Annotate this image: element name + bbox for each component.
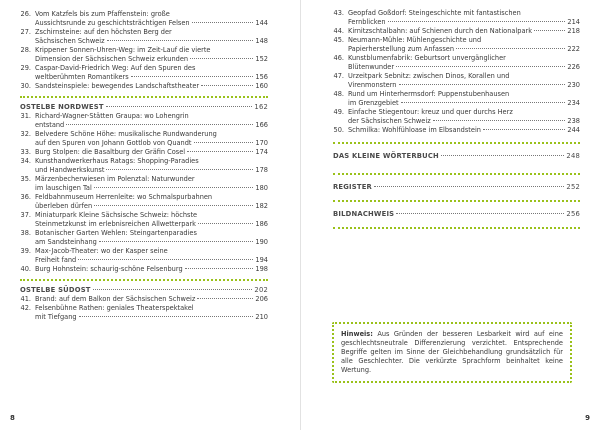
entry-text	[348, 90, 580, 108]
entry-number: 33.	[20, 148, 31, 156]
entry-line	[35, 175, 268, 184]
entry-line-text: Einfache Stiegentour: kreuz und quer durchs Herz	[348, 108, 513, 116]
toc-entry[interactable]	[20, 64, 268, 82]
section-bildnachweis[interactable]	[333, 210, 580, 219]
dot-leader	[187, 151, 253, 152]
entry-line-text: Caspar-David-Friedrich Weg: Auf den Spuren des	[35, 64, 196, 72]
entry-line-text: Sächsischen Schweiz	[35, 37, 105, 45]
entry-line-text: Neumann-Mühle: Mühlengeschichte und	[348, 36, 482, 44]
entry-page: 214	[567, 18, 580, 26]
section-title: REGISTER	[333, 183, 372, 191]
entry-line-text: Freiheit fand	[35, 256, 77, 264]
entry-line-text: Zschirnsteine: auf den höchsten Berg der	[35, 28, 172, 36]
entry-line	[35, 157, 268, 166]
entry-text	[348, 9, 580, 27]
section-title: BILDNACHWEIS	[333, 210, 395, 218]
dot-leader	[396, 213, 564, 214]
entry-line	[348, 81, 580, 90]
entry-page: 226	[567, 63, 580, 71]
section-woerterbuch[interactable]	[333, 152, 580, 161]
entry-page: 178	[255, 166, 268, 174]
entry-line-text: am Sandsteinhang	[35, 238, 97, 246]
entry-line-text: Urzeitpark Sebnitz: zwischen Dinos, Korallen und	[348, 72, 510, 80]
section-page: 256	[566, 210, 580, 218]
toc-entry[interactable]	[20, 175, 268, 193]
dot-leader	[388, 21, 566, 22]
toc-entry[interactable]	[20, 304, 268, 322]
entry-line	[35, 211, 268, 220]
entry-line	[35, 193, 268, 202]
dot-leader	[93, 289, 253, 290]
entry-line	[35, 265, 268, 274]
entry-number: 50.	[333, 126, 344, 134]
entry-text	[35, 295, 268, 304]
entry-line-text: Miniaturpark Kleine Sächsische Schweiz: höchste	[35, 211, 198, 219]
entry-text	[35, 112, 268, 130]
entry-line-text: mit Tiefgang	[35, 313, 77, 321]
entry-line-text: entstand	[35, 121, 65, 129]
entry-line	[348, 72, 580, 81]
entry-page: 144	[255, 19, 268, 27]
section-page: 162	[254, 103, 268, 111]
entry-number: 35.	[20, 175, 31, 183]
entry-line	[35, 247, 268, 256]
toc-entry[interactable]	[333, 36, 580, 54]
toc-entry[interactable]	[20, 148, 268, 157]
entry-number: 48.	[333, 90, 344, 98]
entry-number: 38.	[20, 229, 31, 237]
toc-entry[interactable]	[333, 108, 580, 126]
entry-page: 218	[567, 27, 580, 35]
entry-number: 46.	[333, 54, 344, 62]
entry-text	[348, 126, 580, 135]
section-page: 252	[566, 183, 580, 191]
entry-line	[348, 63, 580, 72]
toc-entry[interactable]	[333, 27, 580, 36]
entry-text	[35, 265, 268, 274]
entry-line-text: Fernblicken	[348, 18, 386, 26]
dot-leader	[441, 155, 564, 156]
entry-line	[35, 112, 268, 121]
entry-page: 156	[255, 73, 268, 81]
toc-list-right	[333, 9, 580, 135]
entry-page: 190	[255, 238, 268, 246]
dot-leader	[94, 205, 253, 206]
dotted-separator	[20, 279, 268, 281]
toc-entry[interactable]	[20, 295, 268, 304]
dot-leader	[131, 76, 254, 77]
entry-line-text: Rund um Hinterhermsdorf: Puppenstubenhausen	[348, 90, 510, 98]
entry-page: 234	[567, 99, 580, 107]
page-number-left: 8	[10, 414, 15, 422]
entry-line	[35, 202, 268, 211]
entry-number: 39.	[20, 247, 31, 255]
entry-text	[35, 211, 268, 229]
entry-page: 186	[255, 220, 268, 228]
entry-line-text: Richard-Wagner-Stätten Graupa: wo Lohengrin	[35, 112, 189, 120]
entry-page: 148	[255, 37, 268, 45]
entry-line-text: Krippener Sonnen-Uhren-Weg: im Zeit-Lauf die vierte	[35, 46, 211, 54]
entry-page: 230	[567, 81, 580, 89]
toc-list-nordwest	[20, 112, 268, 274]
dotted-separator	[20, 96, 268, 98]
entry-number: 45.	[333, 36, 344, 44]
entry-text	[348, 27, 580, 36]
dot-leader	[534, 30, 565, 31]
entry-line-text: Schmilka: Wohlfühloase im Elbsandstein	[348, 126, 481, 134]
entry-number: 31.	[20, 112, 31, 120]
entry-number: 27.	[20, 28, 31, 36]
toc-entry[interactable]	[20, 265, 268, 274]
entry-text	[348, 36, 580, 54]
entry-line	[35, 28, 268, 37]
section-title: DAS KLEINE WÖRTERBUCH	[333, 152, 439, 160]
entry-line	[348, 99, 580, 108]
toc-entry[interactable]	[20, 247, 268, 265]
section-register[interactable]	[333, 183, 580, 192]
dot-leader	[106, 169, 253, 170]
entry-line	[35, 37, 268, 46]
entry-line	[348, 90, 580, 99]
entry-number: 37.	[20, 211, 31, 219]
entry-line-text: Steinmetzkunst im erlebnisreichen Allwetterpark	[35, 220, 197, 228]
dotted-separator	[333, 173, 580, 175]
entry-line	[35, 10, 268, 19]
dot-leader	[396, 66, 565, 67]
dot-leader	[401, 102, 566, 103]
section-title: OSTELBE SÜDOST	[20, 286, 91, 294]
entry-number: 34.	[20, 157, 31, 165]
entry-number: 40.	[20, 265, 31, 273]
dot-leader	[66, 124, 253, 125]
entry-line	[35, 313, 268, 322]
entry-line	[348, 54, 580, 63]
entry-text	[35, 157, 268, 175]
toc-entry[interactable]	[333, 72, 580, 90]
entry-line-text: Märzenbecherwiesen im Polenztal: Naturwunder	[35, 175, 195, 183]
toc-entry[interactable]	[333, 9, 580, 27]
entry-line	[35, 184, 268, 193]
entry-line	[35, 229, 268, 238]
section-title: OSTELBE NORDWEST	[20, 103, 104, 111]
entry-number: 44.	[333, 27, 344, 35]
entry-line	[35, 166, 268, 175]
entry-line-text: Kunsthandwerkerhaus Ratags: Shopping-Paradies	[35, 157, 199, 165]
entry-line	[35, 304, 268, 313]
entry-line-text: Papierherstellung zum Anfassen	[348, 45, 455, 53]
entry-page: 170	[255, 139, 268, 147]
entry-text	[35, 229, 268, 247]
dot-leader	[201, 85, 253, 86]
entry-number: 41.	[20, 295, 31, 303]
entry-line-text: Belvedere Schöne Höhe: musikalische Rundwanderung	[35, 130, 217, 138]
entry-line	[348, 117, 580, 126]
entry-line-text: im Grenzgebiet	[348, 99, 399, 107]
entry-number: 36.	[20, 193, 31, 201]
entry-line-text: überleben dürfen	[35, 202, 93, 210]
dot-leader	[194, 142, 254, 143]
entry-page: 174	[255, 148, 268, 156]
entry-page: 166	[255, 121, 268, 129]
entry-line-text: Sandsteinspiele: bewegendes Landschaftstheater	[35, 82, 200, 90]
entry-line-text: Virenmonstern	[348, 81, 397, 89]
toc-entry[interactable]	[20, 130, 268, 148]
entry-text	[35, 193, 268, 211]
hinweis-label: Hinweis:	[341, 330, 373, 338]
entry-line-text: im lauschigen Tal	[35, 184, 92, 192]
toc-entry[interactable]	[20, 211, 268, 229]
dot-leader	[106, 106, 253, 107]
dot-leader	[374, 186, 564, 187]
entry-page: 238	[567, 117, 580, 125]
entry-number: 26.	[20, 10, 31, 18]
entry-line	[35, 148, 268, 157]
entry-text	[35, 28, 268, 46]
entry-line	[35, 121, 268, 130]
dot-leader	[192, 22, 254, 23]
toc-entry[interactable]	[20, 10, 268, 28]
entry-line-text: Felsenbühne Rathen: geniales Theaterspektakel	[35, 304, 194, 312]
toc-entry[interactable]	[333, 90, 580, 108]
section-ostelbe-nordwest[interactable]	[20, 103, 268, 112]
entry-line-text: Geopfad Goßdorf: Steingeschichte mit fantastischen	[348, 9, 521, 17]
dot-leader	[197, 298, 253, 299]
entry-page: 244	[567, 126, 580, 134]
page-number-right: 9	[585, 414, 590, 422]
entry-line	[348, 27, 580, 36]
entry-number: 30.	[20, 82, 31, 90]
entry-page: 160	[255, 82, 268, 90]
toc-entry[interactable]	[333, 126, 580, 135]
dot-leader	[79, 316, 254, 317]
entry-line-text: auf den Spuren von Johann Gottlob von Quandt	[35, 139, 192, 147]
entry-line-text: Brand: auf dem Balkon der Sächsischen Schweiz	[35, 295, 196, 303]
entry-line-text: der Sächsischen Schweiz	[348, 117, 431, 125]
dotted-separator	[333, 227, 580, 229]
entry-line-text: weltberühmten Romantikers	[35, 73, 129, 81]
dot-leader	[99, 241, 254, 242]
dot-leader	[456, 48, 565, 49]
entry-number: 43.	[333, 9, 344, 17]
hinweis-box	[332, 322, 572, 383]
toc-entry[interactable]	[20, 193, 268, 211]
entry-line-text: Aussichtsrunde zu geschichtsträchtigen Felsen	[35, 19, 190, 27]
section-page: 202	[254, 286, 268, 294]
dot-leader	[433, 120, 566, 121]
entry-text	[35, 175, 268, 193]
entry-line-text: Burg Stolpen: die Basaltburg der Gräfin Cosel	[35, 148, 186, 156]
toc-list-suedost	[20, 295, 268, 322]
dot-leader	[483, 129, 565, 130]
toc-entry[interactable]	[20, 112, 268, 130]
entry-text	[348, 108, 580, 126]
entry-text	[35, 148, 268, 157]
toc-list-left-top	[20, 10, 268, 91]
entry-line	[35, 64, 268, 73]
entry-line-text: Blütenwunder	[348, 63, 395, 71]
dot-leader	[107, 40, 254, 41]
entry-text	[35, 130, 268, 148]
entry-line-text: Burg Hohnstein: schaurig-schöne Felsenburg	[35, 265, 183, 273]
dot-leader	[399, 84, 566, 85]
section-page: 248	[566, 152, 580, 160]
entry-line	[35, 19, 268, 28]
entry-page: 180	[255, 184, 268, 192]
entry-line-text: Vom Katzfels bis zum Pfaffenstein: große	[35, 10, 170, 18]
entry-line	[348, 108, 580, 117]
dot-leader	[78, 259, 253, 260]
entry-page: 198	[255, 265, 268, 273]
entry-text	[35, 304, 268, 322]
entry-line	[35, 139, 268, 148]
entry-line-text: Kirnitzschtalbahn: auf Schienen durch den Nationalpark	[348, 27, 533, 35]
entry-line	[35, 220, 268, 229]
hinweis-text: Aus Gründen der besseren Lesbarkeit wird auf eine geschlechtsneutrale Differenzierung verzichtet. Entsprechende Begriffe gelten im Sinne der Gleichbehandlung grundsätzlich für alle Geschlechter. Die verkürzte Sprachform beinhaltet keine Wertung.	[341, 330, 563, 374]
entry-page: 194	[255, 256, 268, 264]
dot-leader	[190, 58, 253, 59]
toc-entry[interactable]	[20, 157, 268, 175]
entry-line	[348, 126, 580, 135]
entry-line	[35, 73, 268, 82]
entry-line	[348, 9, 580, 18]
entry-page: 222	[567, 45, 580, 53]
entry-line	[35, 46, 268, 55]
entry-line-text: Botanischer Garten Wehlen: Steingartenparadies	[35, 229, 197, 237]
entry-page: 206	[255, 295, 268, 303]
entry-line	[35, 238, 268, 247]
section-ostelbe-suedost[interactable]	[20, 286, 268, 295]
entry-line-text: Dimension der Sächsischen Schweiz erkunden	[35, 55, 189, 63]
entry-number: 29.	[20, 64, 31, 72]
entry-text	[348, 54, 580, 72]
entry-page: 210	[255, 313, 268, 321]
entry-line	[35, 295, 268, 304]
toc-entry[interactable]	[20, 28, 268, 46]
dot-leader	[94, 187, 254, 188]
toc-entry[interactable]	[20, 229, 268, 247]
entry-number: 32.	[20, 130, 31, 138]
entry-text	[35, 10, 268, 28]
entry-number: 47.	[333, 72, 344, 80]
toc-entry[interactable]	[20, 46, 268, 64]
entry-text	[348, 72, 580, 90]
entry-text	[35, 64, 268, 82]
entry-text	[35, 46, 268, 64]
entry-line-text: Kunstblumenfabrik: Geburtsort unvergänglicher	[348, 54, 506, 62]
entry-line-text: und Handwerkskunst	[35, 166, 105, 174]
entry-text	[35, 82, 268, 91]
entry-line-text: Max-Jacob-Theater: wo der Kasper seine	[35, 247, 168, 255]
entry-line	[35, 130, 268, 139]
toc-entry[interactable]	[333, 54, 580, 72]
entry-line	[348, 18, 580, 27]
entry-page: 182	[255, 202, 268, 210]
entry-line	[35, 256, 268, 265]
entry-line	[35, 55, 268, 64]
entry-number: 49.	[333, 108, 344, 116]
dotted-separator	[333, 200, 580, 202]
dotted-separator	[333, 142, 580, 144]
entry-text	[35, 247, 268, 265]
entry-page: 152	[255, 55, 268, 63]
dot-leader	[185, 268, 254, 269]
entry-number: 42.	[20, 304, 31, 312]
toc-entry[interactable]	[20, 82, 268, 91]
entry-line-text: Feldbahnmuseum Herrenleite: wo Schmalspurbahnen	[35, 193, 213, 201]
dot-leader	[198, 223, 253, 224]
entry-line	[348, 36, 580, 45]
entry-line	[35, 82, 268, 91]
entry-number: 28.	[20, 46, 31, 54]
entry-line	[348, 45, 580, 54]
